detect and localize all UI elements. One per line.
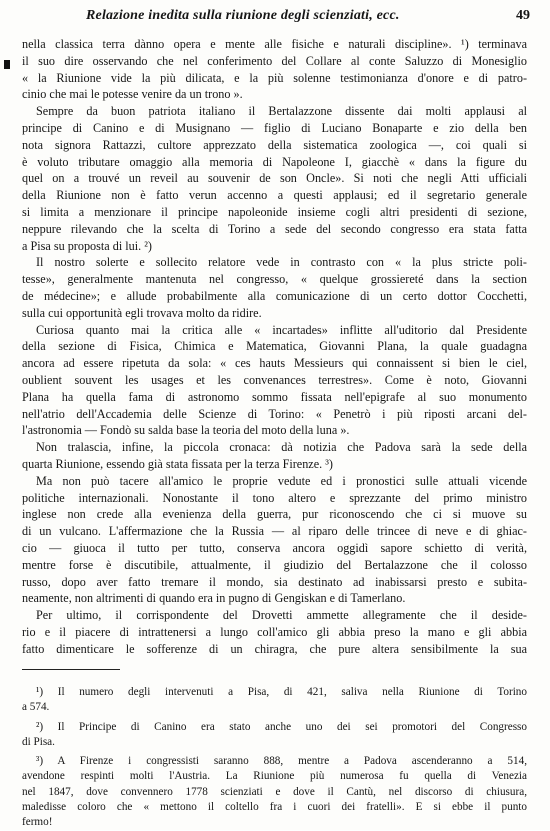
text-line: Plana ha quella fama di astronomo sommo fissata nell'epigrafe al suo monumento (22, 389, 527, 404)
text-line: è voluto tributare omaggio alla memoria di Napoleone I, giacchè « dans la figure du (22, 154, 527, 169)
text-line: mentre forse è discutibile, attualmente, il giudizio del Bertalazzone che il colosso (22, 557, 527, 572)
body-text (22, 36, 527, 657)
footnote-line: a 574. (22, 701, 50, 714)
text-line: inglese non crede alla evenienza della guerra, pur riconoscendo che ci si muove su (22, 507, 527, 522)
text-line: Il nostro solerte e sollecito relatore vede in contrasto con « la plus stricte poli- (36, 255, 527, 270)
text-line: neamente, non altrimenti di quando era in pugno di Gengiskan e di Tamerlano. (22, 591, 406, 606)
text-line: si limita a menzionare il principe napoleonide insieme cogli altri presidenti di sezione, (22, 204, 527, 219)
text-line: l'astronomia — Fondò su salda base la teoria del moto della luna ». (22, 423, 350, 438)
text-line: quel on a trouvé un reveil au souvenir de son Oncle». Si noti che negli Atti ufficiali (22, 171, 527, 186)
text-line: Curiosa quanto mai la critica alle « incartades» inflitte all'uditorio dal Presidente (36, 322, 527, 337)
text-line: quarta Riunione, essendo già stata fissata per la terza Firenze. ³) (22, 456, 333, 471)
text-line: ancora ad essere ripetuta da sola: « ces hauts Messieurs qui connaissent si bien le ciel, (22, 356, 527, 371)
footnote-line: di Pisa. (22, 735, 55, 748)
text-line: nota signora Rattazzi, cultore apprezzato della sistematica zoologica —, coi quali si (22, 137, 527, 152)
page-header (70, 8, 534, 28)
text-line: Sempre da buon patriota italiano il Bertalazzone dissente dai molti applausi al (36, 104, 527, 119)
footnote-line: nel 1847, dove convennero 1778 scienziati e dove il Cantù, nel discorso di chiusura, (22, 785, 527, 798)
text-line: Non tralascia, infine, la piccola cronaca: dà notizia che Padova sarà la sede della (36, 440, 527, 455)
footnote-line: avendone respinti molti l'Austria. La Riunione più numerosa fu quella di Venezia (22, 770, 527, 783)
text-line: neppure rilevando che la scelta di Torino a sede del secondo congresso era stata fatta (22, 221, 527, 236)
text-line: a Pisa su proposta di lui. ²) (22, 238, 152, 253)
footnote-rule (22, 669, 120, 670)
text-line: rio e il piacere di intrattenersi a lungo coll'amico gli abbia preso la mano e gli abbia (22, 624, 527, 639)
text-line: della sezione di Fisica, Chimica e Matematica, Giovanni Plana, la quale guadagna (22, 339, 527, 354)
text-line: tesse», generalmente mantenuta nel congresso, « quelque grossiereté dans la section (22, 272, 527, 287)
text-line: de médecine»; e allude probabilmente alla comunicazione di un certo dottor Cocchetti, (22, 288, 527, 303)
text-line: cio — giuoca il tutto per tutto, conserva ancora oggidì sapore schietto di verità, (22, 540, 527, 555)
text-line: della Riunione non è fatto verun accenno a questi applausi; ed il segretario generale (22, 188, 527, 203)
text-line: oublient souvent les usages et les convenances terrestres». Come è noto, Giovanni (22, 372, 527, 387)
footnote-line: fermo! (22, 816, 53, 829)
text-line: principe di Canino e di Musignano — figlio di Luciano Bonaparte e zio della ben (22, 120, 527, 135)
text-line: Ma non può tacere all'amico le proprie vedute ed i pronostici sulle attuali vicende (36, 473, 527, 488)
running-title: Relazione inedita sulla riunione degli scienziati, ecc. (86, 8, 400, 23)
footnotes (22, 685, 527, 831)
footnote-line: ¹) Il numero degli intervenuti a Pisa, di 421, saliva nella Riunione di Torino (36, 686, 527, 698)
text-line: sulla cui opportunità egli trovava molto da ridire. (22, 305, 262, 320)
footnote-line: maledisse coloro che « mettono il coltello fra i cuori dei fratelli». E si ebbe il punto (22, 801, 527, 814)
text-line: nell'atrio dell'Accademia delle Scienze di Torino: « Penetrò i più riposti arcani del- (22, 406, 527, 421)
text-line: nella classica terra dànno opera e mente alle fisiche e naturali discipline». ¹) terminava (22, 37, 527, 51)
margin-mark (4, 60, 10, 69)
page-number: 49 (516, 8, 530, 23)
footnote-line: ²) Il Principe di Canino era stato anche uno dei sei promotori del Congresso (36, 720, 527, 733)
text-line: cinio che mai le potesse venire da un trono ». (22, 87, 243, 102)
text-line: di un vulcano. L'affermazione che la Russia — al riparo delle trincee di neve e di ghiac- (22, 524, 527, 539)
text-line: Per ultimo, il corrispondente del Drovetti ammette allegramente che il deside- (36, 608, 527, 623)
text-line: russo, dopo aver fatto tremare il mondo, sia destinato ad inabissarsi presto e subita- (22, 574, 527, 589)
text-line: fatto dimenticare le sofferenze di un chiragra, che pure altera sensibilmente la sua (22, 641, 527, 656)
text-line: il suo dire osservando che nel conferimento del Collare al conte Saluzzo di Monesiglio (22, 53, 527, 68)
text-line: politiche internazionali. Nonostante il tono altero e sprezzante del primo ministro (22, 490, 527, 505)
footnote-line: ³) A Firenze i congressisti saranno 888, mentre a Padova ascenderanno a 514, (36, 755, 527, 768)
text-line: « la Riunione vide la più dilicata, e la più solenne testimonianza d'onore e di patro- (22, 70, 527, 85)
